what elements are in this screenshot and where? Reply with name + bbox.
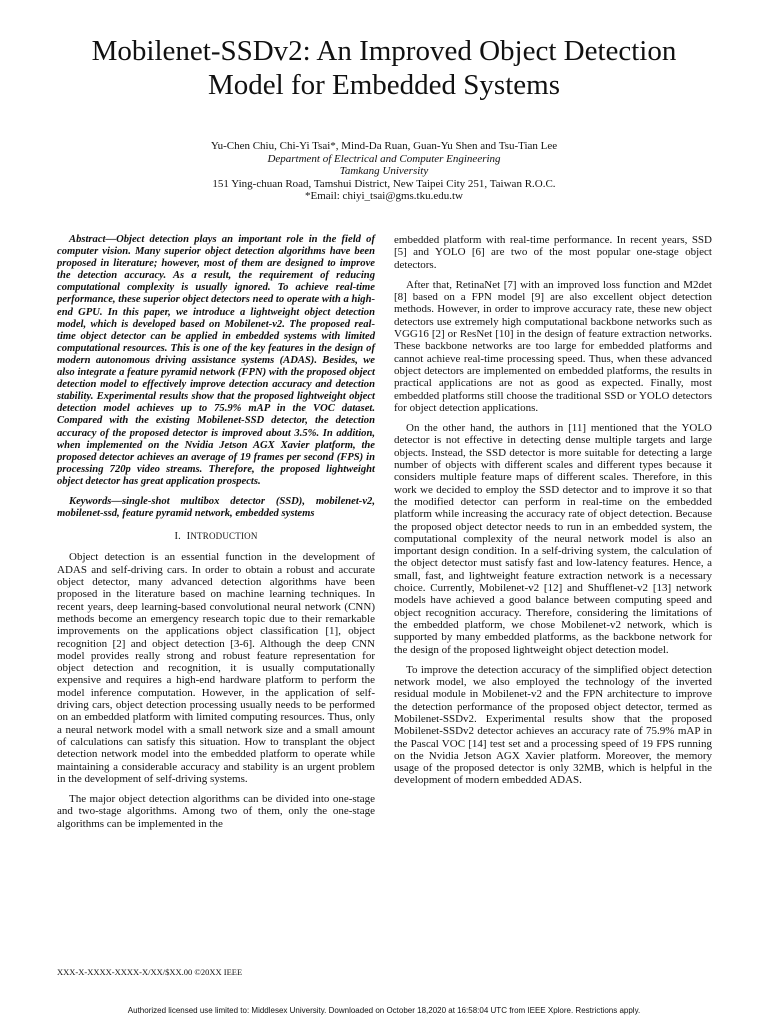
section-title-rest: NTRODUCTION [190,531,258,542]
title-line-2: Model for Embedded Systems [208,69,560,101]
keywords: Keywords—single-shot multibox detector (SSD), mobilenet-v2, mobilenet-ssd, feature pyramid network, embedded systems [57,495,375,520]
intro-paragraph-3: After that, RetinaNet [7] with an improved loss function and M2det [8] based on a FPN model [9] are also excellent object detection methods. However, in order to improve accuracy rate, these new object detectors use extremely high computational backbone networks such as VGG16 [2] or ResNet [10] in the design of feature extraction networks. These backbone networks are too large for embedded platforms and cannot achieve real-time processing speed. Thus, when these advanced object detectors are implemented on embedded platforms, the results in practical applications are not as good as expected. Finally, most embedded platforms still choose the traditional SSD or YOLO detectors for object detection applications. [394,278,712,414]
author-list: Yu-Chen Chiu, Chi-Yi Tsai*, Mind-Da Ruan, Guan-Yu Shen and Tsu-Tian Lee [210,140,558,152]
intro-paragraph-continued: embedded platform with real-time performance. In recent years, SSD [5] and YOLO [6] are two of the most popular one-stage object detectors. [394,234,712,271]
author-block [80,140,688,203]
university: Tamkang University [339,165,429,177]
intro-paragraph-5: To improve the detection accuracy of the simplified object detection network model, we also employed the technology of the inverted residual module in Mobilenet-v2 and the FPN architecture to improve the detection performance of the proposed object detector, termed as Mobilenet-SSDv2. Experimental results show that the proposed Mobilenet-SSDv2 detector achieves an accuracy rate of 75.9% mAP in the Pascal VOC [14] test set and a processing speed of 19 FPS running on the Nvidia Jetson AGX Xavier platform. Moreover, the memory usage of the proposed detector is only 32MB, which is helpful in the development of modern embedded ADAS. [394,663,712,787]
copyright-line: XXX-X-XXXX-XXXX-X/XX/$XX.00 ©20XX IEEE [57,967,243,977]
address: 151 Ying-chuan Road, Tamshui District, New Taipei City 251, Taiwan R.O.C. [212,177,556,190]
license-notice: Authorized licensed use limited to: Middlesex University. Downloaded on October 18,2020 at 16:58:04 UTC from IEEE Xplore. Restrictions apply. [127,1006,641,1015]
intro-paragraph-4: On the other hand, the authors in [11] mentioned that the YOLO detector is not effective in detecting dense multiple targets and large objects. Instead, the SSD detector is more suitable for detecting a large number of objects with different scales and different types because it considers multiple feature maps of different scales. Therefore, in this work we decided to employ the SSD detector and to improve it so that the modified detector can perform in real-time on the embedded platform while increasing the accuracy rate of object detection. Because the proposed object detector needs to run in an embedded system, the computational complexity of the neural network model is also an important design condition. In a self-driving system, the calculation of the object detector must satisfy fast and low-latency features. Hence, a small, fast, and lightweight feature extraction network is a necessary choice. Currently, Mobilenet-v2 [12] and Shufflenet-v2 [13] network models have achieved a good balance between computing speed and object recognition accuracy. Therefore, considering the limitations of the embedded platform, we chose Mobilenet-v2 network, which is supported by many embedded platforms, as the backbone network for the design of the proposed lightweight object detection model. [394,422,712,656]
intro-paragraph-2: The major object detection algorithms can be divided into one-stage and two-stage algorithms. Among two of them, only the one-stage algorithms can be implemented in the [57,793,375,830]
paper-title [40,34,728,102]
department: Department of Electrical and Computer Engineering [267,152,501,165]
right-column [394,234,712,795]
section-heading-introduction [57,530,375,543]
email: *Email: chiyi_tsai@gms.tku.edu.tw [304,190,463,202]
section-title-initial: I [186,531,191,543]
section-number: I. [174,531,181,543]
abstract: Abstract—Object detection plays an important role in the field of computer vision. Many superior object detection algorithms have been proposed in literature; however, most of them are designed to improve the detection accuracy. As a result, the requirement of reducing computational complexity is usually ignored. To achieve real-time performance, these superior object detectors need to operate with a high-end GPU. In this paper, we introduce a lightweight object detection model, which is developed based on Mobilenet-v2. The proposed real-time object detector can be applied in embedded systems with limited computational resources. This is one of the key features in the design of modern autonomous driving assistance systems (ADAS). Besides, we also integrate a feature pyramid network (FPN) with the proposed object detection model to effectively improve detection accuracy and detection stability. Experimental results show that the proposed lightweight object detection model achieves up to 75.9% mAP in the VOC dataset. Compared with the existing Mobilenet-SSD detector, the detection accuracy of the proposed detector is improved about 3.5%. In addition, when implemented on the Nvidia Jetson AGX Xavier platform, the proposed detector achieves an average of 19 frames per second (FPS) in processing 720p video streams. Therefore, the proposed lightweight object detector has great application prospects. [57,234,375,487]
left-column [57,234,375,838]
title-line-1: Mobilenet-SSDv2: An Improved Object Detection [91,35,677,67]
intro-paragraph-1: Object detection is an essential function in the development of ADAS and self-driving cars. In order to obtain a robust and accurate object detector, many advanced detection algorithms have been proposed in the literature based on machine learning techniques. In recent years, deep learning-based convolutional neural network (CNN) methods become an emergency research topic due to their remarkable improvements on the applications object classification [1], object recognition [2] and object detection [3-6]. Although the deep CNN model provides really strong and robust feature representation for object detection and recognition, it is usually computationally expensive and requires a high-end hardware platform to perform the model inference computation. However, in the application of self-driving cars, object detection processing usually needs to be performed on an embedded platform with limited computing resources. Thus, only a neural network model with a small network size and a small amount of calculations can satisfy this situation. How to transplant the object detection network model into the embedded platform to operate while maintaining a considerable accuracy and stability is an urgent problem in the development of self-driving systems. [57,551,375,785]
